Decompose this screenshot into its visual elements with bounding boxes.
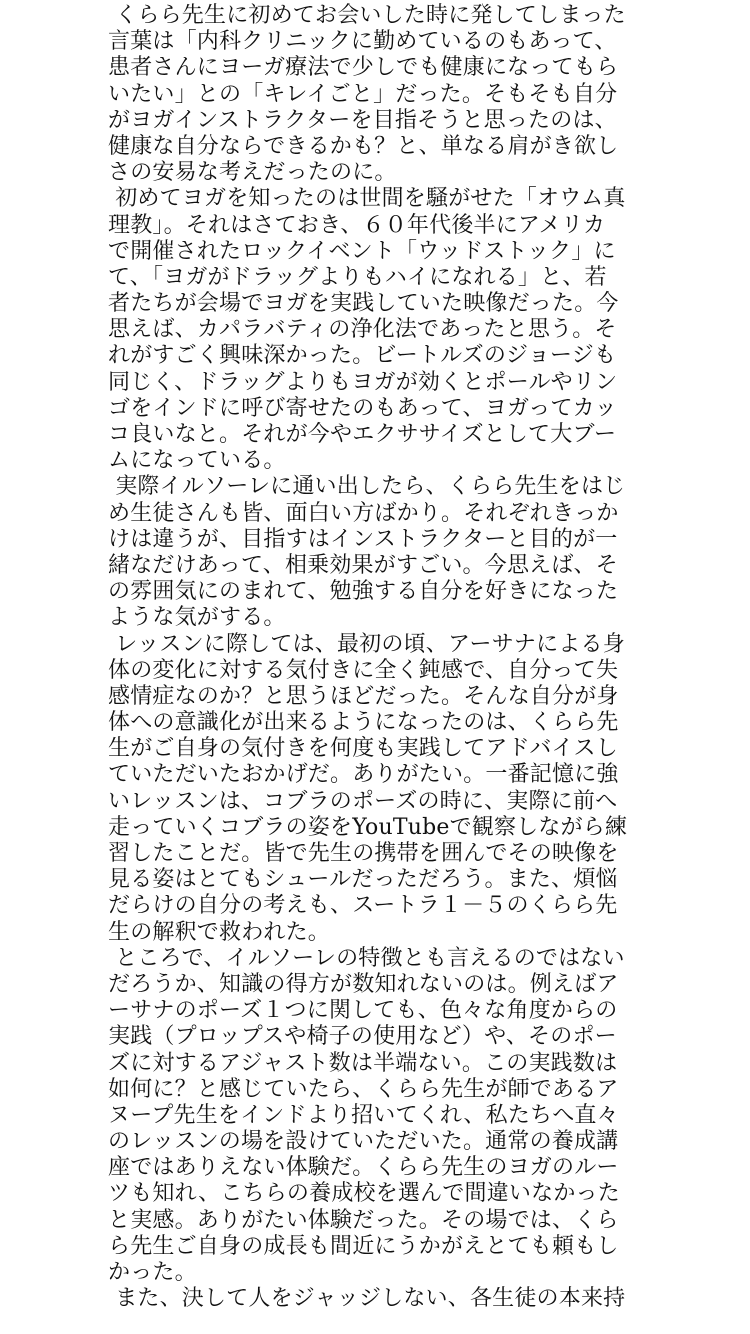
article-line: いたい」との「キレイごと」だった。そもそも自分 [108,81,618,107]
article-line: 緒なだけあって、相乗効果がすごい。今思えば、そ [108,552,618,578]
article-body [108,3,648,1312]
article-line: 習したことだ。皆で先生の携帯を囲んでその映像を [108,841,619,866]
article-line: 走っていくコブラの姿をYouTubeで観察しながら練 [108,814,628,840]
article-line: 生の解釈で救われた。 [108,919,331,945]
article-line: て、「ヨガがドラッグよりもハイになれる」と、若 [108,264,607,290]
article-line: の雰囲気にのまれて、勉強する自分を好きになった [108,579,619,605]
article-line: 実践（プロップスや椅子の使用など）や、そのポー [108,1024,617,1050]
article-line: 如何に？と感じていたら、くらら先生が師であるア [108,1076,619,1102]
article-line: れがすごく興味深かった。ビートルズのジョージも [108,343,617,369]
article-line: ゴをインドに呼び寄せたのもあって、ヨガってカッ [108,395,617,421]
article-line: だろうか、知識の得方が数知れないのは。例えばア [108,971,619,997]
article-line: また、決して人をジャッジしない、各生徒の本来持 [108,1286,626,1312]
article-line: ような気がする。 [108,605,286,631]
article-line: コ良いなと。それが今やエクササイズとして大ブー [108,422,617,447]
article-line: 同じく、ドラッグよりもヨガが効くとポールやリン [108,369,618,395]
article-line: で開催されたロックイベント「ウッドストック」に [108,238,616,264]
article-line: 言葉は「内科クリニックに勤めているのもあって、 [108,29,617,55]
article-line: 患者さんにヨーガ療法で少しでも健康になってもら [108,55,619,81]
article-line: ムになっている。 [108,448,286,474]
article-line: 見る姿はとてもシュールだっただろう。また、煩悩 [108,867,618,893]
article-line: ーサナのポーズ１つに関しても、色々な角度からの [108,998,618,1024]
article-line: 体の変化に対する気付きに全く鈍感で、自分って失 [108,657,619,683]
article-line: いレッスンは、コブラのポーズの時に、実際に前へ [108,788,618,814]
article-line: ていただいたおかげだ。ありがたい。一番記憶に強 [108,762,619,788]
article-line: かった。 [108,1260,197,1285]
article-line: め生徒さんも皆、面白い方ばかり。それぞれきっか [108,500,619,526]
article-line: 理教」。それはさておき、６０年代後半にアメリカ [108,212,606,238]
article-line: 初めてヨガを知ったのは世間を騒がせた「オウム真 [108,186,626,212]
article-line: 者たちが会場でヨガを実践していた映像だった。今 [108,291,619,317]
article-line: ツも知れ、こちらの養成校を選んで間違いなかった [108,1181,620,1207]
article-line: ところで、イルソーレの特徴とも言えるのではない [108,945,625,971]
article-line: 生がご自身の気付きを何度も実践してアドバイスし [108,736,618,762]
article-line: 座ではありえない体験だ。くらら先生のヨガのルー [108,1155,619,1181]
article-line: ヌープ先生をインドより招いてくれ、私たちへ直々 [108,1102,619,1128]
article-line: くらら先生に初めてお会いした時に発してしまった [108,3,626,28]
article-line: と実感。ありがたい体験だった。その場では、くら [108,1207,619,1233]
article-line: のレッスンの場を設けていただいた。通常の養成講 [108,1129,619,1155]
article-line: 思えば、カパラバティの浄化法であったと思う。そ [108,317,617,343]
article-line: だらけの自分の考えも、スートラ１－５のくらら先 [108,893,618,919]
article-line: ら先生ご自身の成長も間近にうかがえとても頼もし [108,1233,619,1259]
article-line: 感情症なのか？と思うほどだった。そんな自分が身 [108,683,619,709]
article-line: 体への意識化が出来るようになったのは、くらら先 [108,710,619,736]
article-line: がヨガインストラクターを目指そうと思ったのは、 [108,107,617,133]
article-line: レッスンに際しては、最初の頃、アーサナによる身 [108,631,625,657]
article-line: さの安易な考えだったのに。 [108,160,397,186]
article-line: 実際イルソーレに通い出したら、くらら先生をはじ [108,474,626,500]
article-line: 健康な自分ならできるかも？と、単なる肩がき欲し [108,133,619,159]
article-line: ズに対するアジャスト数は半端ない。この実践数は [108,1050,618,1076]
article-line: けは違うが、目指すはインストラクターと目的が一 [108,526,618,552]
